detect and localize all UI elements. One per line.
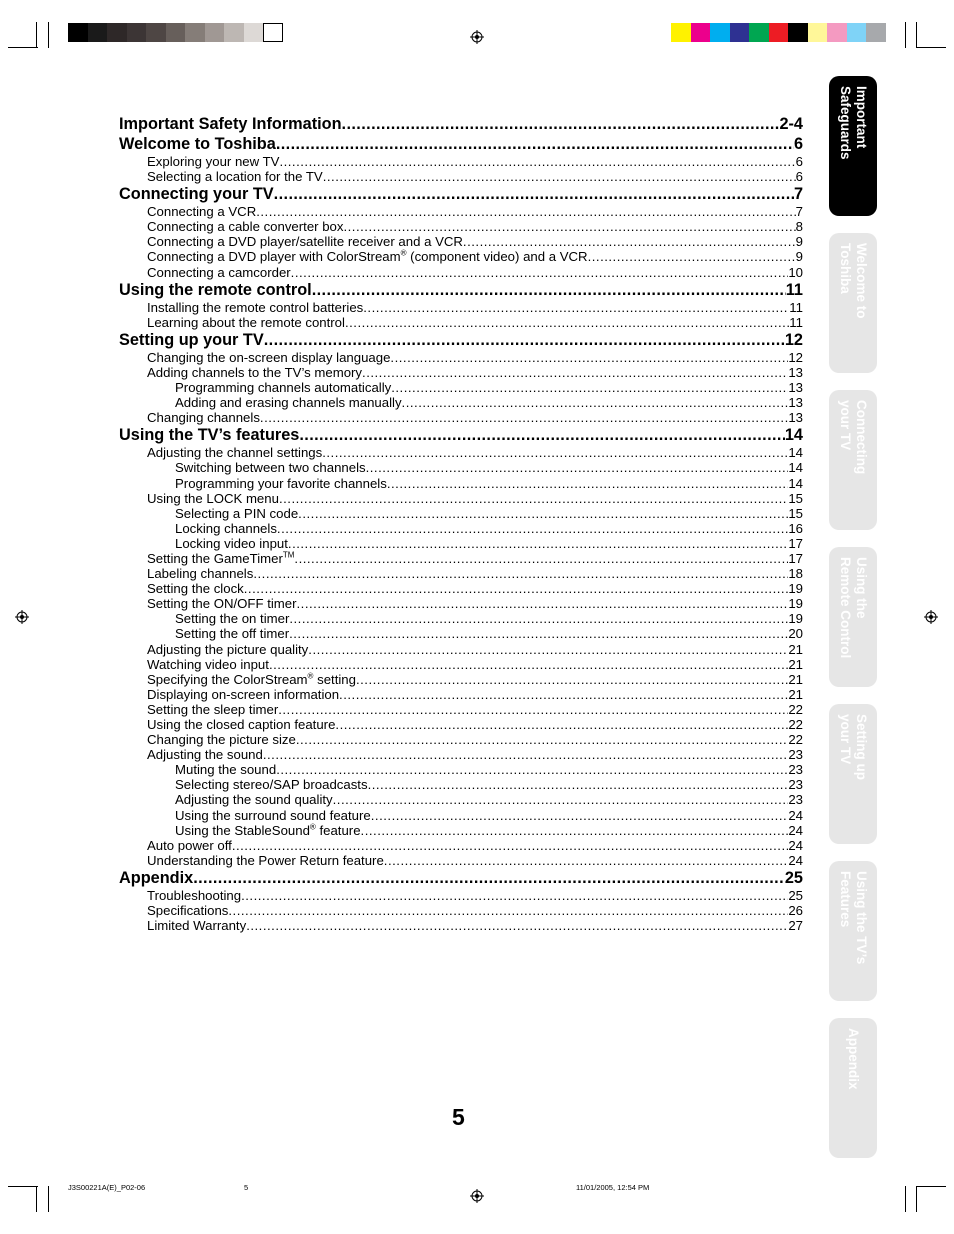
footer-datetime: 11/01/2005, 12:54 PM [576,1183,650,1192]
toc-page-number: 12 [784,330,803,349]
toc-entry-title: Setting the clock [147,581,244,597]
toc-entry[interactable] [119,581,803,596]
toc-entry-title: Limited Warranty [147,918,247,934]
toc-page-number: 2-4 [779,115,803,133]
toc-entry-title: Programming your favorite channels [175,475,387,491]
toc-page-number: 23 [788,792,803,808]
toc-dot-leader [294,551,788,566]
toc-entry-title: Setting the sleep timer [147,701,279,717]
toc-entry-title: Switching between two channels [175,460,366,476]
toc-entry[interactable] [119,410,803,425]
toc-entry-title: Setting the ON/OFF timer [147,596,297,612]
toc-dot-leader [366,460,789,475]
toc-entry-title: Adjusting the channel settings [147,445,323,461]
section-tab-label: Welcome to Toshiba [838,243,869,319]
toc-entry-title: Troubleshooting [147,887,242,903]
color-swatch [847,23,867,42]
color-swatch [166,23,186,42]
toc-dot-leader [278,702,788,717]
toc-entry[interactable] [119,249,803,264]
toc-entry-title: Using the TV’s features [119,426,300,445]
toc-dot-leader [343,219,795,234]
toc-entry-title: Connecting a cable converter box [147,219,344,235]
toc-entry[interactable] [119,350,803,365]
toc-entry-title: Understanding the Power Return feature [147,852,384,868]
toc-page-number: 25 [784,868,803,887]
color-swatch [671,23,691,42]
toc-dot-leader [333,792,789,807]
color-swatch [224,23,244,42]
toc-dot-leader [263,747,788,762]
toc-entry-title: Setting the GameTimer™ [147,550,295,566]
toc-dot-leader [232,838,789,853]
toc-dot-leader [276,135,794,154]
toc-page-number: 26 [788,903,803,919]
toc-page-number: 25 [788,887,803,903]
section-tab-label: Important Safeguards [838,86,869,160]
toc-dot-leader [335,717,788,732]
toc-entry[interactable] [119,777,803,792]
toc-page-number: 20 [788,626,803,642]
toc-dot-leader [264,331,785,350]
section-tab[interactable] [829,390,877,530]
toc-entry-title: Muting the sound [175,762,277,778]
page-number: 5 [452,1104,465,1130]
toc-page-number: 21 [788,671,803,687]
toc-dot-leader [342,115,780,134]
color-swatch [185,23,205,42]
toc-section-entry[interactable] [119,331,803,350]
toc-page-number: 7 [793,185,803,204]
toc-dot-leader [291,265,789,280]
toc-entry-title: Appendix [119,868,194,887]
toc-dot-leader [253,566,788,581]
toc-entry[interactable] [119,792,803,807]
color-swatch [205,23,225,42]
toc-entry-title: Changing the picture size [147,732,296,748]
toc-page-number: 11 [789,299,803,315]
toc-entry[interactable] [119,536,803,551]
toc-dot-leader [402,395,789,410]
toc-entry-title: Programming channels automatically [175,380,392,396]
toc-entry-title: Adjusting the sound quality [175,792,333,808]
footer-page: 5 [244,1183,249,1192]
toc-entry[interactable] [119,687,803,702]
toc-section-entry[interactable] [119,135,803,154]
toc-entry[interactable] [119,265,803,280]
toc-entry[interactable] [119,808,803,823]
color-swatch [244,23,264,42]
toc-dot-leader [193,869,785,888]
toc-entry-title: Installing the remote control batteries [147,299,364,315]
color-swatch [146,23,166,42]
toc-entry[interactable] [119,642,803,657]
toc-entry[interactable] [119,300,803,315]
toc-entry-title: Important Safety Information [119,115,342,133]
toc-page-number: 21 [788,656,803,672]
toc-entry-title: Adjusting the sound [147,747,263,763]
toc-entry[interactable] [119,491,803,506]
toc-dot-leader [256,204,795,219]
toc-entry-title: Learning about the remote control [147,314,345,330]
section-tab-label: Setting up your TV [838,714,869,780]
toc-entry[interactable] [119,154,803,169]
toc-page-number: 22 [788,701,803,717]
toc-page-number: 24 [788,807,803,823]
toc-entry-title: Using the closed caption feature [147,717,336,732]
grayscale-color-bar [68,23,283,42]
toc-dot-leader [391,380,788,395]
toc-dot-leader [356,672,788,687]
toc-dot-leader [312,281,786,300]
toc-dot-leader [390,350,788,365]
toc-entry-title: Auto power off [147,837,232,853]
toc-dot-leader [260,410,788,425]
section-tab[interactable] [829,547,877,687]
toc-dot-leader [297,596,789,611]
toc-dot-leader [279,154,795,169]
toc-dot-leader [228,903,788,918]
toc-dot-leader [463,234,796,249]
toc-page-number: 11 [789,314,803,330]
toc-page-number: 8 [795,219,803,235]
toc-page-number: 18 [788,566,803,582]
toc-page-number: 14 [784,426,803,445]
registration-mark-left [15,610,29,624]
toc-dot-leader [288,536,788,551]
toc-page-number: 19 [788,581,803,597]
color-swatch [263,23,283,42]
color-swatch [788,23,808,42]
toc-page-number: 13 [788,380,803,396]
toc-entry-title: Displaying on-screen information [147,686,340,702]
toc-page-number: 16 [788,520,803,536]
color-swatch [749,23,769,42]
toc-page-number: 23 [788,747,803,763]
toc-dot-leader [299,426,785,445]
toc-dot-leader [269,657,788,672]
toc-entry[interactable] [119,853,803,868]
toc-entry-title: Labeling channels [147,566,254,582]
toc-entry-title: Changing the on-screen display language [147,349,391,365]
color-swatch [866,23,886,42]
toc-entry[interactable] [119,903,803,918]
toc-page-number: 27 [788,918,803,934]
toc-entry[interactable] [119,460,803,475]
toc-page-number: 13 [788,364,803,380]
toc-dot-leader [588,249,796,264]
toc-section-entry[interactable] [119,185,803,204]
toc-entry-title: Selecting a PIN code [175,505,299,521]
toc-entry[interactable] [119,657,803,672]
toc-entry-title: Changing channels [147,410,260,426]
section-tab[interactable] [829,76,877,216]
toc-entry[interactable] [119,823,803,838]
toc-dot-leader [276,762,788,777]
table-of-contents [119,115,803,933]
toc-section-entry[interactable] [119,281,803,300]
toc-entry-title: Setting the off timer [175,626,290,642]
toc-dot-leader [274,185,794,204]
toc-entry-title: Setting up your TV [119,330,264,349]
toc-entry[interactable] [119,596,803,611]
toc-page-number: 6 [793,135,803,153]
toc-page-number: 19 [788,596,803,612]
toc-entry-title: Selecting a location for the TV [147,169,323,185]
toc-entry[interactable] [119,551,803,566]
process-color-bar [671,23,886,42]
section-tab-label: Using the Remote Control [838,557,869,659]
toc-entry-title: Using the surround sound feature [175,807,371,823]
section-tab[interactable] [829,233,877,373]
toc-entry-title: Adding and erasing channels manually [175,395,402,411]
toc-section-entry[interactable] [119,115,803,134]
toc-dot-leader [387,476,788,491]
toc-page-number: 17 [788,550,803,566]
toc-entry-title: Locking channels [175,520,277,536]
toc-page-number: 19 [788,611,803,627]
toc-dot-leader [298,506,788,521]
toc-page-number: 22 [788,732,803,748]
toc-page-number: 9 [795,234,803,250]
toc-entry[interactable] [119,204,803,219]
toc-dot-leader [371,808,789,823]
toc-entry-title: Using the StableSound® feature [175,822,361,838]
toc-entry-title: Welcome to Toshiba [119,135,276,153]
toc-page-number: 12 [788,349,803,365]
color-swatch [88,23,108,42]
toc-entry[interactable] [119,169,803,184]
registration-mark-top [470,30,484,44]
toc-entry[interactable] [119,747,803,762]
toc-dot-leader [289,626,788,641]
toc-entry[interactable] [119,365,803,380]
toc-entry-title: Adjusting the picture quality [147,641,309,657]
toc-entry[interactable] [119,838,803,853]
toc-entry[interactable] [119,717,803,732]
toc-entry[interactable] [119,445,803,460]
color-swatch [710,23,730,42]
toc-entry-title: Watching video input [147,656,269,672]
toc-entry-title: Setting the on timer [175,611,290,627]
footer-file-name: J3S00221A(E)_P02-06 [68,1183,146,1192]
toc-dot-leader [363,300,789,315]
toc-page-number: 6 [795,169,803,185]
color-swatch [730,23,750,42]
toc-entry-title: Adding channels to the TV’s memory [147,364,363,380]
color-swatch [107,23,127,42]
toc-entry[interactable] [119,702,803,717]
toc-page-number: 7 [795,204,803,220]
toc-dot-leader [339,687,788,702]
toc-page-number: 22 [788,717,803,732]
color-swatch [127,23,147,42]
toc-entry[interactable] [119,918,803,933]
toc-dot-leader [345,315,789,330]
toc-page-number: 6 [795,154,803,169]
toc-page-number: 14 [788,460,803,476]
registration-mark-right [924,610,938,624]
toc-entry[interactable] [119,476,803,491]
toc-page-number: 15 [788,490,803,506]
toc-entry-title: Selecting stereo/SAP broadcasts [175,777,368,793]
toc-dot-leader [241,888,788,903]
toc-page-number: 14 [788,475,803,491]
toc-entry[interactable] [119,234,803,249]
toc-page-number: 11 [785,280,803,299]
toc-page-number: 10 [788,264,803,280]
toc-page-number: 24 [788,852,803,868]
toc-entry-title: Specifications [147,903,229,919]
toc-page-number: 24 [788,822,803,838]
toc-page-number: 21 [788,686,803,702]
color-swatch [691,23,711,42]
section-tab-label: Appendix [846,1028,861,1090]
toc-page-number: 17 [788,535,803,551]
toc-page-number: 15 [788,505,803,521]
toc-dot-leader [244,581,789,596]
toc-entry[interactable] [119,506,803,521]
section-tab-label: Connecting your TV [838,400,869,475]
toc-entry-title: Specifying the ColorStream® setting [147,671,356,687]
toc-dot-leader [296,732,789,747]
toc-page-number: 21 [788,641,803,657]
toc-entry-title: Exploring your new TV [147,154,280,169]
toc-dot-leader [384,853,789,868]
toc-entry[interactable] [119,521,803,536]
toc-entry[interactable] [119,626,803,641]
section-tab[interactable] [829,861,877,1001]
toc-entry[interactable] [119,219,803,234]
section-tab-label: Using the TV’s Features [838,871,869,965]
toc-dot-leader [277,521,788,536]
toc-entry-title: Connecting a camcorder [147,264,291,280]
toc-entry-title: Using the LOCK menu [147,490,279,506]
toc-entry-title: Connecting your TV [119,185,274,204]
section-tab[interactable] [829,704,877,844]
toc-dot-leader [246,918,788,933]
registration-mark-bottom [470,1189,484,1203]
toc-entry[interactable] [119,611,803,626]
toc-entry[interactable] [119,732,803,747]
toc-dot-leader [323,169,796,184]
toc-dot-leader [308,642,788,657]
toc-page-number: 14 [788,445,803,461]
toc-entry-title: Connecting a DVD player/satellite receiver and a VCR [147,234,463,250]
color-swatch [808,23,828,42]
toc-dot-leader [322,445,788,460]
toc-entry[interactable] [119,762,803,777]
toc-entry-title: Connecting a VCR [147,204,257,220]
toc-entry[interactable] [119,395,803,410]
toc-entry[interactable] [119,566,803,581]
toc-page-number: 23 [788,777,803,793]
toc-dot-leader [368,777,789,792]
toc-dot-leader [289,611,788,626]
toc-page-number: 24 [788,837,803,853]
toc-entry[interactable] [119,672,803,687]
toc-entry[interactable] [119,315,803,330]
toc-page-number: 13 [788,410,803,426]
toc-dot-leader [279,491,788,506]
toc-entry-title: Locking video input [175,535,288,551]
toc-page-number: 9 [795,249,803,265]
toc-page-number: 23 [788,762,803,778]
toc-entry[interactable] [119,380,803,395]
toc-entry-title: Connecting a DVD player with ColorStream® (component video) and a VCR [147,249,588,265]
toc-entry-title: Using the remote control [119,280,312,299]
color-swatch [827,23,847,42]
color-swatch [769,23,789,42]
toc-page-number: 13 [788,395,803,411]
toc-section-entry[interactable] [119,869,803,888]
toc-dot-leader [361,823,789,838]
toc-dot-leader [362,365,788,380]
toc-section-entry[interactable] [119,426,803,445]
section-tab[interactable] [829,1018,877,1158]
toc-entry[interactable] [119,888,803,903]
color-swatch [68,23,88,42]
